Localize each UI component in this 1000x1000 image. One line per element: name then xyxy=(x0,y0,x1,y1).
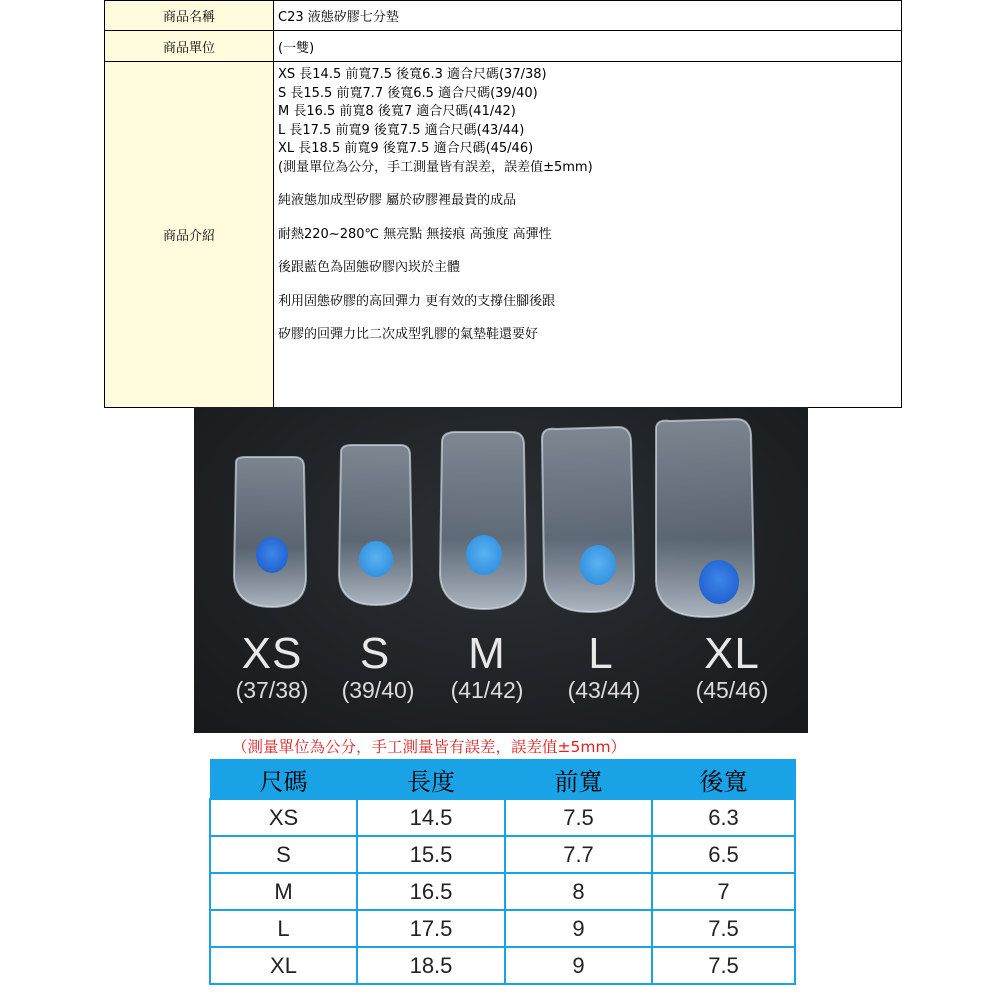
size-spec-line: XS 長14.5 前寬7.5 後寬6.3 適合尺碼(37/38) xyxy=(278,67,547,82)
insole-m xyxy=(440,432,526,609)
cell-back-width: 7.5 xyxy=(652,910,795,947)
feature-line: 耐熱220~280℃ 無亮點 無接痕 高強度 高彈性 xyxy=(278,226,552,242)
insole-xs xyxy=(234,457,306,607)
product-name-label: 商品名稱 xyxy=(105,1,274,31)
feature-line: 矽膠的回彈力比二次成型乳膠的氣墊鞋還要好 xyxy=(278,327,539,342)
photo-range-xs: (37/38) xyxy=(235,677,309,703)
measurement-note: （測量單位為公分，手工測量皆有誤差，誤差值±5mm） xyxy=(232,738,627,756)
cell-back-width: 7.5 xyxy=(652,947,795,984)
photo-range-m: (41/42) xyxy=(450,677,524,703)
cell-size: XS xyxy=(210,799,357,836)
product-unit-row xyxy=(105,31,902,62)
cell-size: XL xyxy=(210,947,357,984)
cell-back-width: 7 xyxy=(652,873,795,910)
cell-front-width: 9 xyxy=(505,947,652,984)
insole-xl xyxy=(656,419,754,617)
product-name-value: C23 液態矽膠七分墊 xyxy=(274,1,902,31)
table-row xyxy=(210,910,795,947)
table-row xyxy=(210,799,795,836)
cell-size: L xyxy=(210,910,357,947)
cell-length: 18.5 xyxy=(357,947,505,984)
product-info-table xyxy=(104,0,902,408)
size-chart-header-row xyxy=(210,760,795,800)
size-spec-line: S 長15.5 前寬7.7 後寬6.5 適合尺碼(39/40) xyxy=(278,85,538,101)
photo-size-l: L xyxy=(588,629,614,678)
header-size: 尺碼 xyxy=(210,760,357,800)
cell-length: 15.5 xyxy=(357,836,505,873)
product-unit-value: (一雙) xyxy=(274,31,902,62)
header-back-width: 後寬 xyxy=(652,760,795,800)
cell-length: 17.5 xyxy=(357,910,505,947)
feature-line: 後跟藍色為固態矽膠內崁於主體 xyxy=(278,260,461,275)
cell-back-width: 6.5 xyxy=(652,836,795,873)
product-photo xyxy=(194,407,808,733)
size-chart-table xyxy=(209,759,796,985)
cell-front-width: 7.5 xyxy=(505,799,652,836)
cell-size: M xyxy=(210,873,357,910)
table-row xyxy=(210,947,795,984)
photo-range-l: (43/44) xyxy=(567,677,641,703)
photo-range-s: (39/40) xyxy=(341,677,415,703)
measurement-note-line: (測量單位為公分，手工測量皆有誤差，誤差值±5mm) xyxy=(278,159,593,175)
cell-length: 14.5 xyxy=(357,799,505,836)
table-row xyxy=(210,836,795,873)
cell-front-width: 8 xyxy=(505,873,652,910)
cell-length: 16.5 xyxy=(357,873,505,910)
feature-line: 利用固態矽膠的高回彈力 更有效的支撐住腳後跟 xyxy=(278,293,556,309)
feature-line: 純液態加成型矽膠 屬於矽膠裡最貴的成品 xyxy=(278,193,517,208)
size-spec-line: XL 長18.5 前寬9 後寬7.5 適合尺碼(45/46) xyxy=(278,141,534,156)
insole-l xyxy=(542,427,634,612)
size-spec-line: L 長17.5 前寬9 後寬7.5 適合尺碼(43/44) xyxy=(278,122,525,138)
header-length: 長度 xyxy=(357,760,505,800)
cell-back-width: 6.3 xyxy=(652,799,795,836)
cell-size: S xyxy=(210,836,357,873)
photo-size-m: M xyxy=(468,629,506,678)
photo-size-s: S xyxy=(359,629,391,678)
product-description-row xyxy=(105,62,902,408)
product-name-row xyxy=(105,1,902,31)
product-description-content xyxy=(274,62,902,408)
photo-range-xl: (45/46) xyxy=(695,677,769,703)
table-row xyxy=(210,873,795,910)
cell-front-width: 7.7 xyxy=(505,836,652,873)
header-front-width: 前寬 xyxy=(505,760,652,800)
size-spec-line: M 長16.5 前寬8 後寬7 適合尺碼(41/42) xyxy=(278,104,516,119)
photo-size-xs: XS xyxy=(241,629,303,678)
photo-size-xl: XL xyxy=(704,629,760,678)
product-unit-label: 商品單位 xyxy=(105,31,274,62)
product-description-label: 商品介紹 xyxy=(105,62,274,408)
cell-front-width: 9 xyxy=(505,910,652,947)
insole-s xyxy=(339,445,412,605)
